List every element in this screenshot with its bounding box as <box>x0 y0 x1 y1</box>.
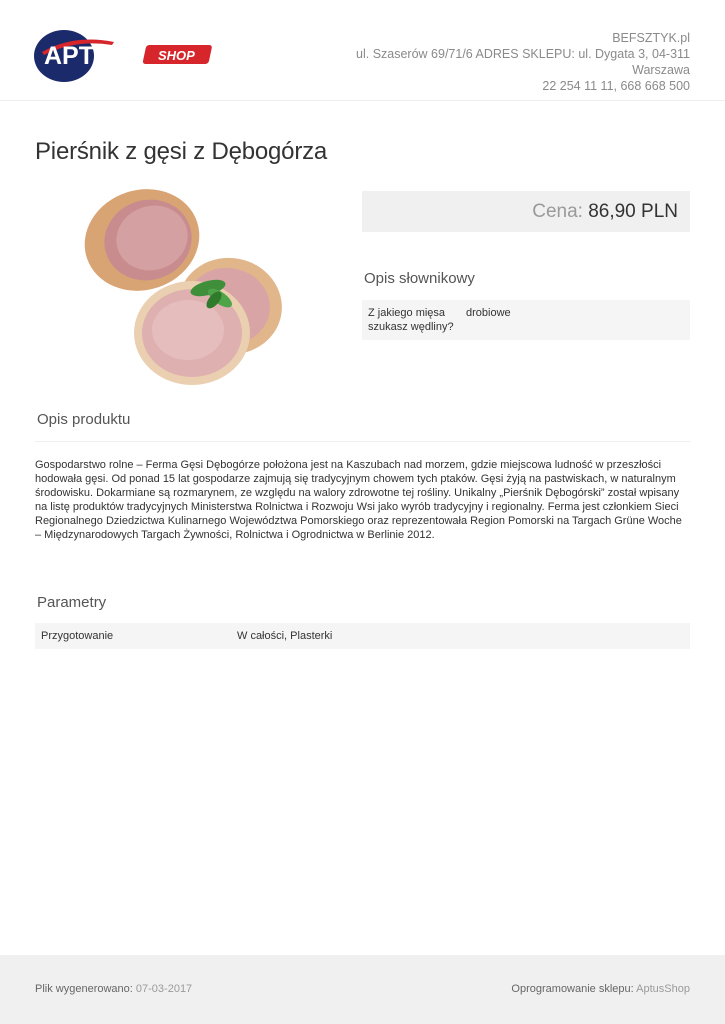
page-header <box>0 0 725 101</box>
svg-text:SHOP: SHOP <box>158 48 195 63</box>
price-value: 86,90 PLN <box>588 201 678 222</box>
ham-slices-image <box>80 188 285 388</box>
generated-date: 07-03-2017 <box>135 983 193 995</box>
svg-text:APTUS: APTUS <box>44 42 129 70</box>
ham-front-slice <box>134 281 250 385</box>
dictionary-title: Opis słownikowy <box>364 270 475 287</box>
dictionary-table <box>362 300 690 340</box>
software-info <box>511 983 690 995</box>
description-divider <box>35 441 690 442</box>
shop-contact-info <box>330 30 690 94</box>
generated-info <box>35 983 192 995</box>
generated-label: Plik wygenerowano: <box>35 983 133 995</box>
page-footer <box>0 955 725 1024</box>
parameters-title: Parametry <box>37 594 107 611</box>
parameter-key: Przygotowanie <box>41 630 114 642</box>
shop-address: ul. Szaserów 69/71/6 ADRES SKLEPU: ul. Dygata 3, 04-311 <box>356 47 690 61</box>
parameters-table <box>35 623 690 649</box>
price-label: Cena: <box>532 201 583 222</box>
shop-phone: 22 254 11 11, 668 668 500 <box>542 79 690 93</box>
product-title: Pierśnik z gęsi z Dębogórza <box>35 138 328 165</box>
dictionary-value: drobiowe <box>466 307 511 319</box>
parameter-value: W całości, Plasterki <box>237 630 333 642</box>
shop-name: BEFSZTYK.pl <box>612 31 690 45</box>
description-text: Gospodarstwo rolne – Ferma Gęsi Dębogórze położona jest na Kaszubach nad morzem, gdzie miejscowa ludność w przeszłości hodowała gęsi. Od ponad 15 lat gospodarze zajmują się tradycyjnym chowem tych ptaków. Gęsi żyją na pastwiskach, w naturalnym środowisku. Dokarmiane są rozmarynem, ze względu na walory zdrowotne tej rośliny. Unikalny „Pierśnik Dębogórski” został wpisany na listę produktów tradycyjnych Ministerstwa Rolnictwa i Rozwoju Wsi jako wyrób tradycyjny i regionalny. Ferma jest członkiem Sieci Regionalnego Dziedzictwa Kulinarnego Województwa Pomorskiego oraz reprezentowała Region Pomorski na Targach Grüne Woche – Międzynarodowych Targach Żywności, Rolnictwa i Ogrodnictwa w Berlinie 2012. <box>35 459 682 541</box>
price-box <box>362 191 690 232</box>
aptus-shop-logo <box>34 28 220 84</box>
software-label: Oprogramowanie sklepu: <box>511 983 634 995</box>
dictionary-key: Z jakiego mięsa szukasz wędliny? <box>368 307 454 333</box>
description-title: Opis produktu <box>37 411 131 428</box>
software-link[interactable]: AptusShop <box>636 983 690 995</box>
shop-city: Warszawa <box>632 63 690 77</box>
